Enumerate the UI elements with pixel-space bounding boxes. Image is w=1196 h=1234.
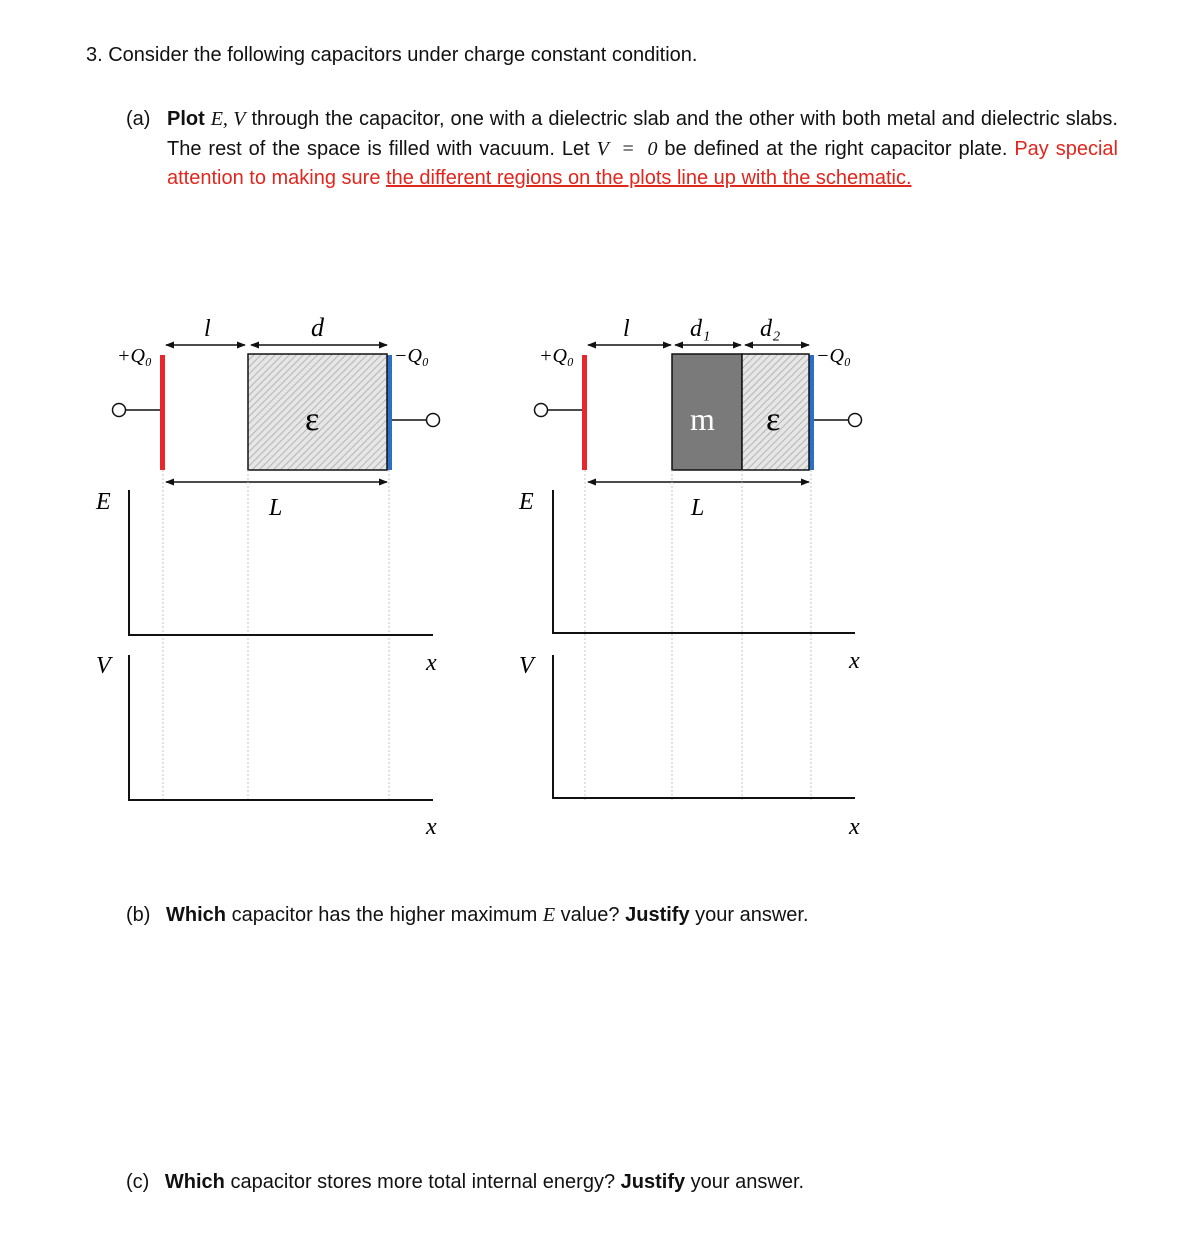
left-axis-E-label: E bbox=[96, 489, 111, 515]
right-axis-x-bottom-label: x bbox=[849, 814, 860, 840]
part-c bbox=[126, 1171, 804, 1194]
right-capacitor bbox=[518, 316, 862, 840]
right-cap-left-terminal-icon bbox=[535, 404, 548, 417]
right-dim-L-label: L bbox=[691, 495, 705, 521]
left-axis-x-top-label: x bbox=[426, 650, 437, 676]
part-b-bold1: Which bbox=[166, 904, 227, 926]
left-epsilon-label: ε bbox=[305, 401, 320, 438]
left-dim-L-label: L bbox=[269, 495, 283, 521]
part-a-vars: E, V bbox=[210, 108, 246, 130]
right-terminal-icon bbox=[427, 414, 440, 427]
right-dim-d2-label: d₂ bbox=[760, 316, 781, 342]
left-axis-V-label: V bbox=[96, 653, 111, 679]
left-terminal-icon bbox=[113, 404, 126, 417]
right-axis-E-label: E bbox=[519, 489, 534, 515]
part-b-text3: your answer. bbox=[689, 904, 809, 926]
part-c-bold2: Justify bbox=[620, 1171, 686, 1193]
part-c-label: (c) bbox=[126, 1171, 150, 1193]
left-axis-x-bottom-label: x bbox=[426, 814, 437, 840]
part-a-text1: through the capacitor, one with a dielectric slab and the other with both metal and dielectric slabs. The rest of the space is filled with vacuum. Let bbox=[167, 108, 1118, 160]
part-a-eq: V = 0 bbox=[596, 137, 658, 160]
left-dim-d-label: d bbox=[311, 313, 324, 342]
right-minus-q-label: −Q₀ bbox=[816, 345, 851, 367]
right-dim-d1-label: d₁ bbox=[690, 316, 711, 342]
part-c-text1: capacitor stores more total internal energy? bbox=[224, 1171, 621, 1193]
right-positive-plate bbox=[582, 355, 587, 470]
part-a-red-text: Pay special attention to making sure bbox=[167, 137, 1119, 189]
left-positive-plate bbox=[160, 355, 165, 470]
right-dim-l-label: l bbox=[623, 316, 630, 342]
part-b-bold2: Justify bbox=[625, 904, 690, 926]
part-b-label: (b) bbox=[126, 904, 151, 926]
right-epsilon-label: ε bbox=[766, 401, 781, 438]
part-a-bold-lead: Plot bbox=[167, 108, 205, 130]
left-dim-l-label: l bbox=[204, 316, 211, 342]
right-metal-label: m bbox=[690, 401, 715, 437]
left-capacitor bbox=[95, 313, 440, 840]
part-c-text2: your answer. bbox=[685, 1171, 805, 1193]
part-a-text2: be defined at the right capacitor plate. bbox=[657, 137, 1015, 160]
right-cap-right-terminal-icon bbox=[849, 414, 862, 427]
left-plus-q-label: +Q₀ bbox=[117, 345, 152, 367]
question-title: 3. Consider the following capacitors under charge constant condition. bbox=[86, 44, 698, 66]
left-minus-q-label: −Q₀ bbox=[394, 345, 429, 367]
part-b bbox=[126, 904, 809, 927]
right-axis-V-label: V bbox=[519, 653, 534, 679]
part-b-text2: value? bbox=[555, 904, 626, 926]
part-b-var: E bbox=[542, 904, 556, 926]
part-c-bold1: Which bbox=[164, 1171, 225, 1193]
right-axis-x-top-label: x bbox=[849, 648, 860, 674]
part-b-text1: capacitor has the higher maximum bbox=[226, 904, 543, 926]
right-plus-q-label: +Q₀ bbox=[539, 345, 574, 367]
part-a-label: (a) bbox=[126, 108, 151, 130]
part-a-red-underlined: the different regions on the plots line up with the schematic. bbox=[386, 167, 912, 189]
